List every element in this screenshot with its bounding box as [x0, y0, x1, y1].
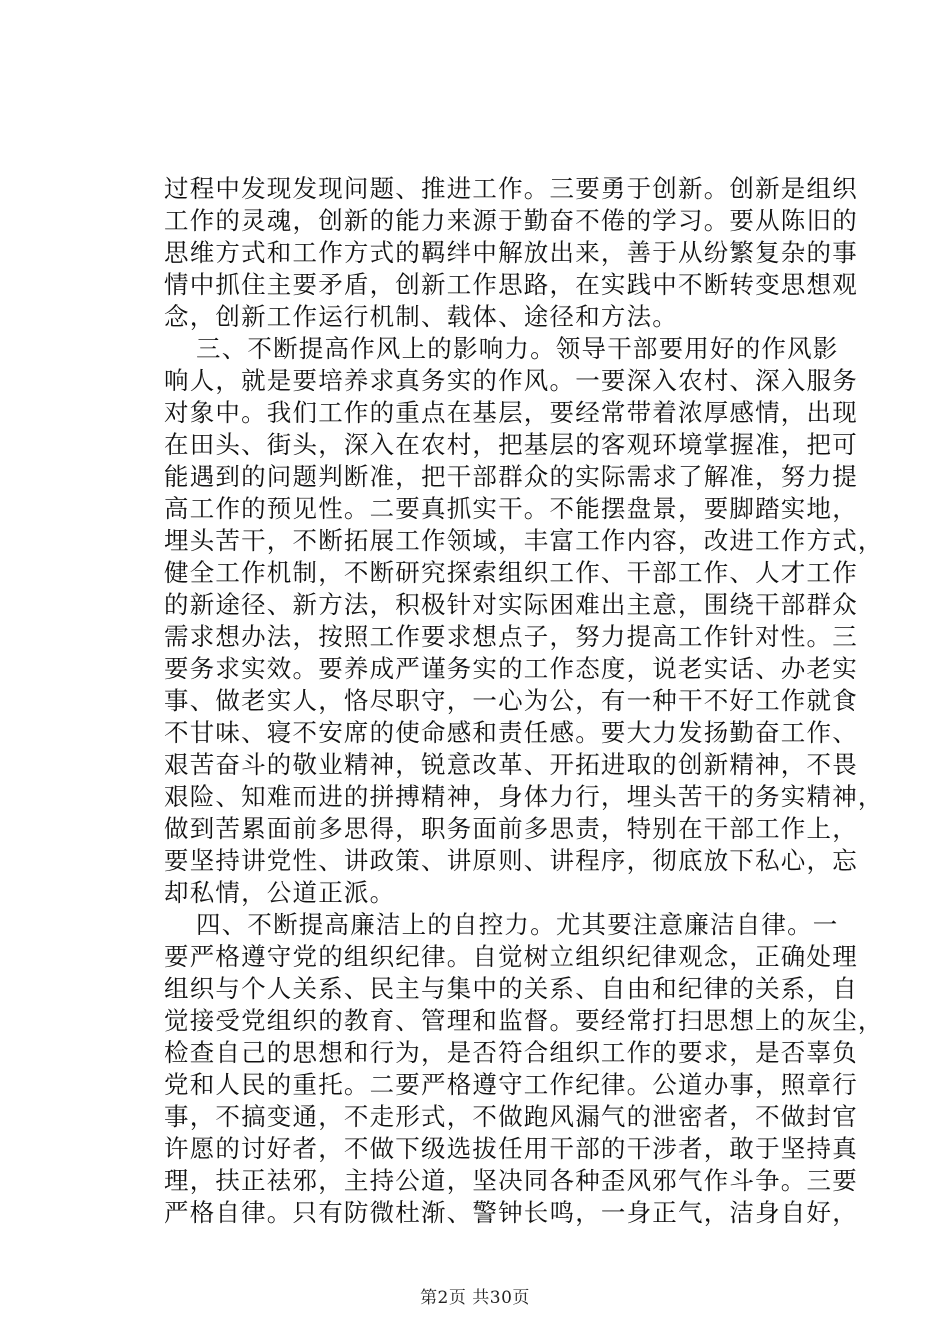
text-line: 组织与个人关系、民主与集中的关系、自由和纪律的关系，自 [164, 974, 858, 1003]
body-text [164, 173, 884, 1229]
text-line: 需求想办法，按照工作要求想点子，努力提高工作针对性。三 [164, 622, 858, 651]
text-line: 高工作的预见性。二要真抓实干。不能摆盘景，要脚踏实地， [164, 494, 858, 523]
text-line: 响人，就是要培养求真务实的作风。一要深入农村、深入服务 [164, 366, 858, 395]
text-line: 党和人民的重托。二要严格遵守工作纪律。公道办事，照章行 [164, 1070, 858, 1099]
text-line: 对象中。我们工作的重点在基层，要经常带着浓厚感情，出现 [164, 398, 858, 427]
text-line: 过程中发现发现问题、推进工作。三要勇于创新。创新是组织 [164, 174, 858, 203]
text-line: 觉接受党组织的教育、管理和监督。要经常打扫思想上的灰尘， [164, 1006, 884, 1035]
text-line: 思维方式和工作方式的羁绊中解放出来，善于从纷繁复杂的事 [164, 238, 858, 267]
text-line: 要坚持讲党性、讲政策、讲原则、讲程序，彻底放下私心，忘 [164, 846, 858, 875]
text-line: 艰险、知难而进的拼搏精神，身体力行，埋头苦干的务实精神， [164, 782, 884, 811]
text-line: 工作的灵魂，创新的能力来源于勤奋不倦的学习。要从陈旧的 [164, 206, 858, 235]
text-line: 却私情，公道正派。 [164, 878, 396, 907]
page-number-footer: 第2页 共30页 [420, 1288, 530, 1308]
text-line: 做到苦累面前多思得，职务面前多思责，特别在干部工作上， [164, 814, 858, 843]
text-line: 要严格遵守党的组织纪律。自觉树立组织纪律观念，正确处理 [164, 942, 858, 971]
text-line: 艰苦奋斗的敬业精神，锐意改革、开拓进取的创新精神，不畏 [164, 750, 858, 779]
text-line: 能遇到的问题判断准，把干部群众的实际需求了解准，努力提 [164, 462, 858, 491]
text-line: 要务求实效。要养成严谨务实的工作态度，说老实话、办老实 [164, 654, 858, 683]
section-heading-line: 四、不断提高廉洁上的自控力。尤其要注意廉洁自律。一 [196, 910, 839, 939]
text-line: 健全工作机制，不断研究探索组织工作、干部工作、人才工作 [164, 558, 858, 587]
section-heading-line: 三、不断提高作风上的影响力。领导干部要用好的作风影 [196, 334, 839, 363]
text-line: 事，不搞变通，不走形式，不做跑风漏气的泄密者，不做封官 [164, 1102, 858, 1131]
text-line: 情中抓住主要矛盾，创新工作思路，在实践中不断转变思想观 [164, 270, 858, 299]
text-line: 事、做老实人，恪尽职守，一心为公，有一种干不好工作就食 [164, 686, 858, 715]
text-line: 的新途径、新方法，积极针对实际困难出主意，围绕干部群众 [164, 590, 858, 619]
text-line: 埋头苦干，不断拓展工作领域，丰富工作内容，改进工作方式， [164, 526, 884, 555]
text-line: 检查自己的思想和行为，是否符合组织工作的要求，是否辜负 [164, 1038, 858, 1067]
text-line: 在田头、街头，深入在农村，把基层的客观环境掌握准，把可 [164, 430, 858, 459]
text-line: 理，扶正祛邪，主持公道，坚决同各种歪风邪气作斗争。三要 [164, 1166, 858, 1195]
text-line: 许愿的讨好者，不做下级选拔任用干部的干涉者，敢于坚持真 [164, 1134, 858, 1163]
text-line: 念，创新工作运行机制、载体、途径和方法。 [164, 302, 678, 331]
text-line: 严格自律。只有防微杜渐、警钟长鸣，一身正气，洁身自好， [164, 1198, 858, 1227]
text-line: 不甘味、寝不安席的使命感和责任感。要大力发扬勤奋工作、 [164, 718, 858, 747]
